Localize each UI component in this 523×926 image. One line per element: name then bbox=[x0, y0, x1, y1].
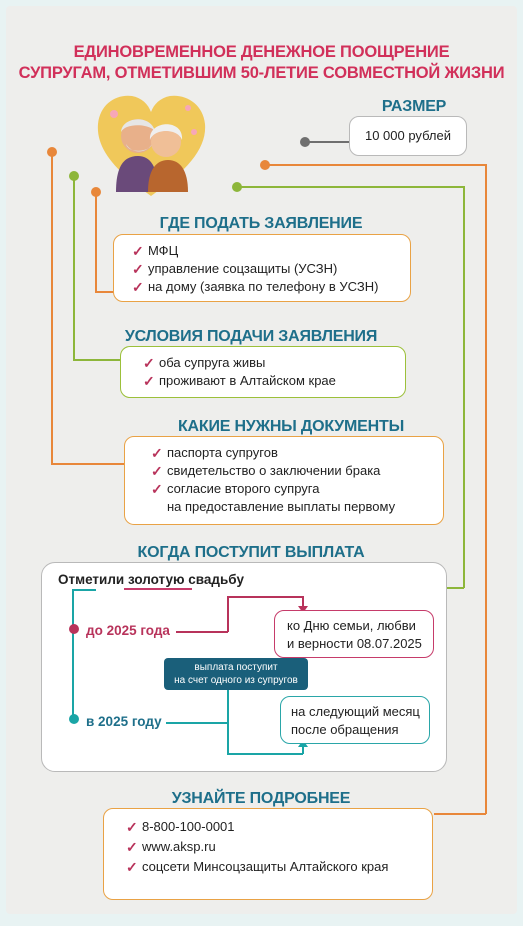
before-route-top bbox=[227, 596, 303, 598]
social-media-text[interactable]: соцсети Минсоцзащиты Алтайского края bbox=[142, 859, 389, 874]
conditions-box bbox=[120, 346, 406, 398]
before-dot bbox=[69, 624, 79, 634]
title-line-1: ЕДИНОВРЕМЕННОЕ ДЕНЕЖНОЕ ПООЩРЕНИЕ bbox=[73, 43, 450, 61]
documents-item-text bbox=[167, 480, 395, 516]
infographic-page bbox=[6, 6, 517, 914]
conditions-heading: УСЛОВИЯ ПОДАЧИ ЗАЯВЛЕНИЯ bbox=[124, 328, 378, 345]
list-item bbox=[132, 242, 410, 260]
website-link[interactable]: www.aksp.ru bbox=[142, 839, 216, 854]
documents-connector-vertical bbox=[51, 156, 53, 464]
size-value: 10 000 рублей bbox=[364, 128, 452, 143]
heart-couple-illustration bbox=[94, 92, 209, 200]
payment-connector-top bbox=[240, 186, 464, 188]
in-route-bottom bbox=[227, 753, 303, 755]
more-connector-vertical bbox=[485, 164, 487, 814]
list-item[interactable] bbox=[126, 817, 432, 837]
more-box bbox=[103, 808, 433, 900]
more-connector-top bbox=[268, 164, 486, 166]
list-item bbox=[143, 372, 405, 390]
where-heading: ГДЕ ПОДАТЬ ЗАЯВЛЕНИЕ bbox=[159, 215, 363, 232]
list-item bbox=[151, 462, 443, 480]
page-title bbox=[6, 42, 517, 84]
before-result-line-1: ко Дню семьи, любви bbox=[287, 618, 416, 633]
size-box bbox=[349, 116, 467, 156]
before-route-h bbox=[176, 631, 228, 633]
list-item bbox=[143, 354, 405, 372]
payment-connector-vertical bbox=[463, 186, 465, 588]
in-route-v bbox=[227, 686, 229, 754]
check-icon: ✓ bbox=[151, 445, 163, 461]
phone-text[interactable]: 8-800-100-0001 bbox=[142, 819, 235, 834]
where-connector-horizontal bbox=[95, 291, 114, 293]
documents-connector-horizontal bbox=[51, 463, 125, 465]
documents-item-text: свидетельство о заключении брака bbox=[167, 463, 381, 478]
in-result-box bbox=[280, 696, 430, 744]
documents-item-line-2: на предоставление выплаты первому bbox=[167, 499, 396, 514]
teal-branch-vertical bbox=[72, 589, 74, 719]
in-result-line-1: на следующий месяц bbox=[291, 704, 420, 719]
in-result-line-2: после обращения bbox=[291, 722, 399, 737]
check-icon: ✓ bbox=[143, 373, 155, 389]
check-icon: ✓ bbox=[151, 463, 163, 479]
before-route-v bbox=[227, 596, 229, 632]
before-label: до 2025 года bbox=[86, 623, 170, 638]
where-box bbox=[113, 234, 411, 302]
size-connector-line bbox=[306, 141, 349, 143]
documents-item-text: паспорта супругов bbox=[167, 445, 278, 460]
note-line-2: на счет одного из супругов bbox=[174, 675, 298, 686]
check-icon: ✓ bbox=[132, 279, 144, 295]
before-result-line-2: и верности 08.07.2025 bbox=[287, 636, 422, 651]
conditions-connector-horizontal bbox=[73, 359, 121, 361]
check-icon: ✓ bbox=[132, 243, 144, 259]
more-heading: УЗНАЙТЕ ПОДРОБНЕЕ bbox=[171, 790, 351, 807]
documents-item-line-1: согласие второго супруга bbox=[167, 481, 320, 496]
check-icon: ✓ bbox=[126, 859, 138, 875]
payment-subheading: Отметили золотую свадьбу bbox=[58, 572, 244, 587]
subheading-underline bbox=[124, 588, 192, 590]
payment-heading: КОГДА ПОСТУПИТ ВЫПЛАТА bbox=[137, 544, 365, 561]
check-icon: ✓ bbox=[151, 481, 163, 497]
where-item-text: МФЦ bbox=[148, 243, 179, 258]
in-label: в 2025 году bbox=[86, 714, 162, 729]
where-item-text: управление соцзащиты (УСЗН) bbox=[148, 261, 338, 276]
check-icon: ✓ bbox=[132, 261, 144, 277]
list-item bbox=[151, 480, 443, 516]
list-item[interactable] bbox=[126, 857, 432, 877]
where-connector-vertical bbox=[95, 196, 97, 292]
list-item[interactable] bbox=[126, 837, 432, 857]
payment-connector-bottom bbox=[447, 587, 464, 589]
where-item-text: на дому (заявка по телефону в УСЗН) bbox=[148, 279, 379, 294]
documents-heading: КАКИЕ НУЖНЫ ДОКУМЕНТЫ bbox=[177, 418, 405, 435]
check-icon: ✓ bbox=[126, 819, 138, 835]
size-heading: РАЗМЕР bbox=[381, 98, 447, 115]
before-result-box bbox=[274, 610, 434, 658]
in-route-h bbox=[166, 722, 228, 724]
conditions-item-text: проживают в Алтайском крае bbox=[159, 373, 336, 388]
conditions-item-text: оба супруга живы bbox=[159, 355, 266, 370]
payment-note-badge bbox=[164, 658, 308, 690]
list-item bbox=[132, 278, 410, 296]
title-line-2: СУПРУГАМ, ОТМЕТИВШИМ 50-ЛЕТИЕ СОВМЕСТНОЙ ЖИЗНИ bbox=[18, 64, 505, 82]
documents-box bbox=[124, 436, 444, 525]
teal-branch-top bbox=[72, 589, 96, 591]
note-line-1: выплата поступит bbox=[194, 662, 278, 673]
check-icon: ✓ bbox=[143, 355, 155, 371]
check-icon: ✓ bbox=[126, 839, 138, 855]
in-dot bbox=[69, 714, 79, 724]
list-item bbox=[132, 260, 410, 278]
conditions-connector-vertical bbox=[73, 180, 75, 360]
more-connector-bottom bbox=[434, 813, 486, 815]
list-item bbox=[151, 444, 443, 462]
